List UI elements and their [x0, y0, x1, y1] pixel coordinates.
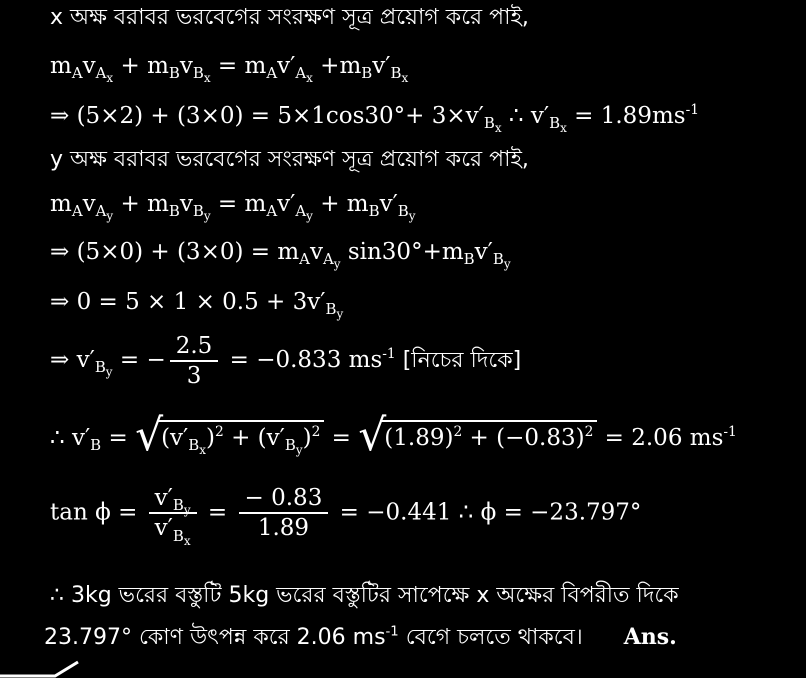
equation-resultant-velocity: ∴ $v'_B$ = √ $(v'_{B_x})^2 + (v'_{B_y})^2$ = √ $(1.89)^2 + (-0.83)^2 = 2.06$ $ms^{-1}$: [50, 410, 737, 461]
conclusion-line-1: ∴ 3kg ভরের বস্তুটি 5kg ভরের বস্তুটির সাপেক্ষে x অক্ষের বিপরীত দিকে: [50, 583, 679, 608]
equation-y-simplified: ⇒ $0 = 5 \times 1 \times 0.5 + 3v'_{B_y}$: [50, 289, 344, 322]
answer-label: Ans.: [623, 624, 677, 650]
fraction-2-5-over-3: $\frac{2.5}{3}$: [170, 334, 219, 388]
sqrt-values: √ $(1.89)^2 + (-0.83)^2$: [358, 420, 597, 450]
fraction-velocity-ratio: $\frac{v'_{B_y}}{v'_{B_x}}$: [149, 486, 197, 541]
heading-x: x অক্ষ বরাবর ভরবেগের সংরক্ষণ সূত্র প্রয়োগ করে পাই,: [50, 5, 529, 30]
sqrt-components: √ $(v'_{B_x})^2 + (v'_{B_y})^2$: [135, 420, 324, 450]
equation-vby-result: ⇒ $v'_{B_y}$ = − $\frac{2.5}{3}$ = −0.833 $ms^{-1}$ [নিচের দিকে]: [50, 333, 522, 390]
conclusion-line-2: 23.797° কোণ উৎপন্ন করে 2.06 $ms^{-1}$ বেগে চলতে থাকবে। Ans.: [44, 624, 677, 650]
equation-y-substitution: ⇒ $(5\times 0) + (3\times 0) = m_Av_{A_y}$ $\sin 30^\circ+m_Bv'_{B_y}$: [50, 239, 511, 272]
equation-y-momentum: $m_Av_{A_y} + m_Bv_{B_y} = m_Av'_{A_y} + m_Bv'_{B_y}$: [50, 191, 416, 224]
underline-stroke-icon: [0, 660, 80, 678]
heading-y: y অক্ষ বরাবর ভরবেগের সংরক্ষণ সূত্র প্রয়োগ করে পাই,: [50, 147, 529, 172]
equation-x-substitution: ⇒ $(5\times 2) + (3\times 0) = 5\times 1\cos 30^\circ+ 3\times v'_{B_x}$ ∴ $v'_{B_x} = 1.89ms^{-1}$: [50, 102, 700, 136]
equation-tan-phi: tan ϕ = $\frac{v'_{B_y}}{v'_{B_x}}$ = $\frac{- 0.83}{1.89}$ = −0.441 ∴ ϕ = −23.797°: [50, 485, 642, 548]
equation-x-momentum: $m_Av_{A_x} + m_Bv_{B_x} = m_Av'_{A_x} +m_Bv'_{B_x}$: [50, 53, 409, 86]
fraction-value-ratio: $\frac{- 0.83}{1.89}$: [239, 486, 329, 540]
